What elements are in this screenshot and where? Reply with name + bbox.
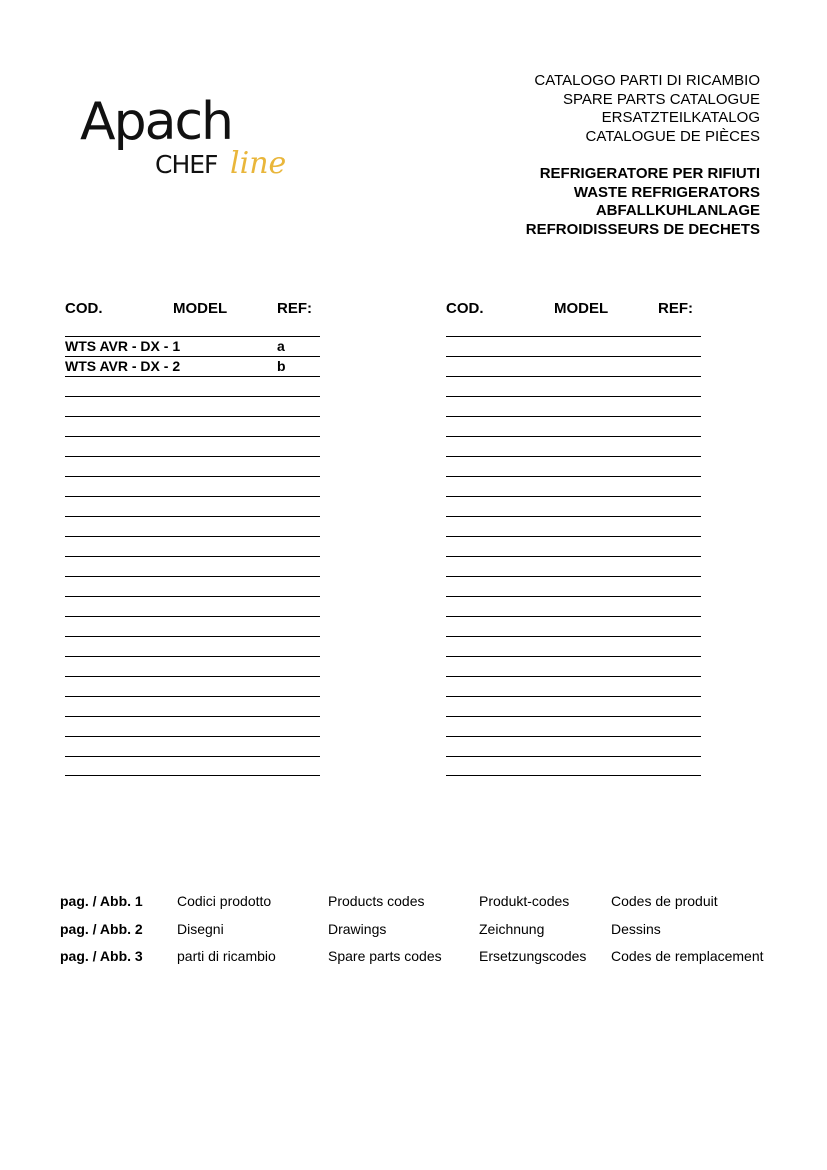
- table-row: [65, 756, 320, 776]
- table-row: [65, 456, 320, 476]
- legend-it: parti di ricambio: [177, 948, 276, 964]
- table-row: [65, 576, 320, 596]
- legend-it: Codici prodotto: [177, 893, 272, 909]
- table-row: [446, 696, 701, 716]
- table-row: [446, 516, 701, 536]
- table-row: [446, 616, 701, 636]
- table-row: [446, 656, 701, 676]
- logo-brand-text: Apach: [80, 92, 232, 152]
- table-row: [65, 556, 320, 576]
- table-row: [446, 396, 701, 416]
- catalogue-title-fr: CATALOGUE DE PIÈCES: [585, 127, 760, 145]
- legend-page-ref: pag. / Abb. 2: [60, 920, 143, 937]
- table-row: [65, 356, 320, 376]
- apach-chefline-logo: [80, 92, 310, 192]
- header-model: MODEL: [554, 300, 609, 317]
- catalogue-title-en: SPARE PARTS CATALOGUE: [563, 90, 760, 108]
- table-row: [446, 356, 701, 376]
- table-row: [446, 576, 701, 596]
- product-title-de: ABFALLKUHLANLAGE: [595, 202, 760, 219]
- right-product-table: [446, 300, 701, 776]
- table-row: [65, 436, 320, 456]
- header-ref: REF:: [277, 300, 312, 317]
- legend-page-ref: pag. / Abb. 1: [60, 893, 143, 909]
- legend-en: Products codes: [328, 893, 425, 909]
- header-cod: COD.: [65, 300, 103, 317]
- table-row: [65, 536, 320, 556]
- table-row: [446, 376, 701, 396]
- table-header: [65, 300, 320, 330]
- product-title-fr: REFROIDISSEURS DE DECHETS: [525, 220, 760, 238]
- row-ref: b: [277, 358, 286, 374]
- table-row: [65, 416, 320, 436]
- legend-page-ref: pag. / Abb. 3: [60, 948, 143, 964]
- product-title-en: WASTE REFRIGERATORS: [573, 183, 760, 201]
- row-model: WTS AVR - DX - 1: [65, 338, 181, 354]
- product-title-it: REFRIGERATORE PER RIFIUTI: [539, 165, 760, 182]
- table-row: [446, 476, 701, 496]
- legend-en: Drawings: [328, 920, 387, 937]
- header-cod: COD.: [446, 300, 484, 317]
- table-row: [65, 616, 320, 636]
- legend-en: Spare parts codes: [328, 948, 442, 964]
- catalogue-title-de: ERSATZTEILKATALOG: [601, 109, 760, 126]
- table-header: [446, 300, 701, 330]
- legend-de: Ersetzungscodes: [479, 948, 587, 964]
- table-row: [446, 556, 701, 576]
- logo-line-text: line: [230, 146, 287, 181]
- table-row: [65, 596, 320, 616]
- table-row: [65, 516, 320, 536]
- table-row: [446, 416, 701, 436]
- table-row: [446, 336, 701, 356]
- legend-de: Zeichnung: [479, 920, 545, 937]
- table-row: [65, 336, 320, 356]
- table-row: [446, 456, 701, 476]
- table-row: [65, 716, 320, 736]
- row-model: WTS AVR - DX - 2: [65, 358, 181, 374]
- table-row: [65, 676, 320, 696]
- table-row: [446, 436, 701, 456]
- table-row: [446, 716, 701, 736]
- table-row: [446, 676, 701, 696]
- table-row: [65, 376, 320, 396]
- header-ref: REF:: [658, 300, 693, 317]
- table-row: [65, 696, 320, 716]
- table-row: [446, 756, 701, 776]
- table-row: [446, 496, 701, 516]
- catalogue-title-it: CATALOGO PARTI DI RICAMBIO: [534, 72, 760, 89]
- table-row: [65, 656, 320, 676]
- legend-de: Produkt-codes: [479, 893, 570, 909]
- logo-chef-text: CHEF: [155, 150, 218, 179]
- catalogue-titles: [534, 72, 760, 146]
- legend-fr: Dessins: [611, 920, 661, 937]
- table-row: [65, 636, 320, 656]
- legend-fr: Codes de remplacement: [611, 948, 764, 964]
- table-row: [446, 596, 701, 616]
- legend-it: Disegni: [177, 920, 224, 937]
- row-ref: a: [277, 338, 285, 354]
- table-row: [65, 736, 320, 756]
- table-row: [65, 396, 320, 416]
- left-product-table: [65, 300, 320, 776]
- product-titles: [526, 165, 760, 239]
- legend-fr: Codes de produit: [611, 893, 718, 909]
- table-row: [65, 476, 320, 496]
- table-row: [65, 496, 320, 516]
- table-row: [446, 636, 701, 656]
- table-row: [446, 736, 701, 756]
- header-model: MODEL: [173, 300, 228, 317]
- table-row: [446, 536, 701, 556]
